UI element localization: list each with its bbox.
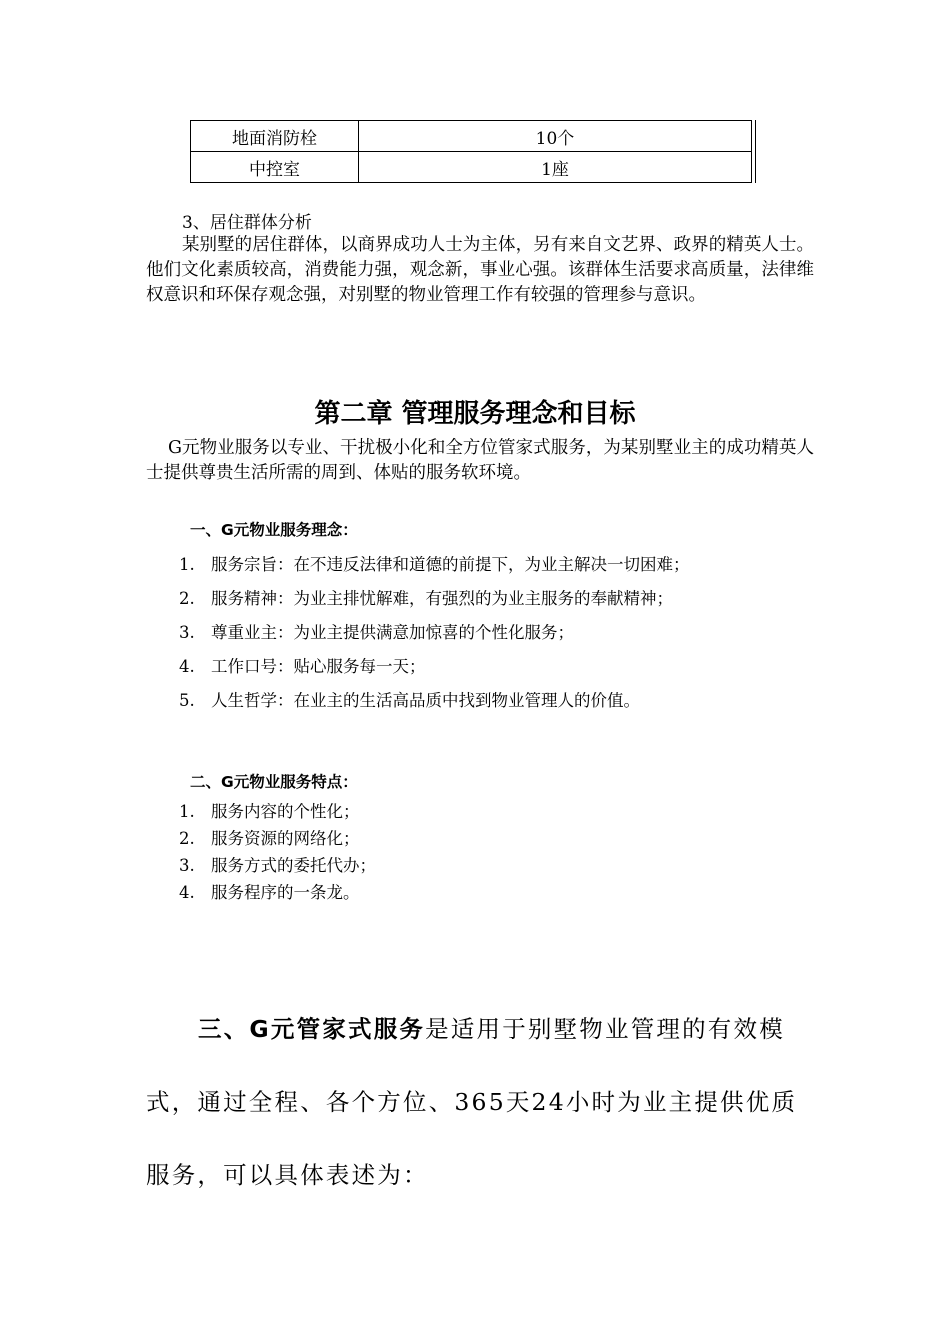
list-text: 服务宗旨：在不违反法律和道德的前提下，为业主解决一切困难； (211, 555, 690, 574)
list-text: 尊重业主：为业主提供满意加惊喜的个性化服务； (211, 623, 574, 642)
list-text: 服务资源的网络化； (211, 829, 360, 848)
list-item (179, 798, 376, 825)
list-item (179, 852, 376, 879)
list-item (179, 650, 690, 684)
table-row (191, 152, 752, 183)
list-text: 人生哲学：在业主的生活高品质中找到物业管理人的价值。 (211, 691, 640, 710)
list-item (179, 582, 690, 616)
list-text: 工作口号：贴心服务每一天； (211, 657, 426, 676)
concepts-list (179, 548, 690, 718)
table-cell-count: 1座 (359, 152, 752, 183)
list-number: 5. (179, 691, 195, 710)
table-cell-name: 地面消防栓 (191, 121, 359, 152)
butler-service-text: 是适用于别墅物业管理的有效模 (425, 1015, 785, 1043)
list-text: 服务程序的一条龙。 (211, 883, 360, 902)
features-heading: 二、G元物业服务特点： (190, 773, 358, 791)
list-number: 3. (179, 623, 195, 642)
butler-service-line-3: 服务，可以具体表述为： (146, 1161, 429, 1189)
list-item (179, 879, 376, 906)
list-item (179, 616, 690, 650)
list-number: 1. (179, 555, 195, 574)
list-number: 1. (179, 802, 195, 821)
list-number: 4. (179, 883, 195, 902)
butler-service-line-2: 式，通过全程、各个方位、365天24小时为业主提供优质 (146, 1088, 798, 1116)
table-cell-name: 中控室 (191, 152, 359, 183)
table-cell-count: 10个 (359, 121, 752, 152)
list-number: 4. (179, 657, 195, 676)
table-double-border (755, 120, 756, 183)
concepts-heading: 一、G元物业服务理念： (190, 521, 358, 539)
butler-service-line-1 (146, 1010, 806, 1044)
list-item (179, 548, 690, 582)
butler-service-lead: 三、G元管家式服务 (198, 1015, 426, 1043)
list-text: 服务内容的个性化； (211, 802, 360, 821)
list-text: 服务精神：为业主排忧解难，有强烈的为业主服务的奉献精神； (211, 589, 673, 608)
section-heading: 3、居住群体分析 (182, 213, 312, 233)
chapter-title: 第二章 管理服务理念和目标 (314, 399, 636, 429)
list-number: 3. (179, 856, 195, 875)
resident-analysis-paragraph: 某别墅的居住群体，以商界成功人士为主体，另有来自文艺界、政界的精英人士。他们文化素质较高，消费能力强，观念新，事业心强。该群体生活要求高质量，法律维权意识和环保存观念强，对别墅的物业管理工作有较强的管理参与意识。 (146, 235, 814, 305)
list-text: 服务方式的委托代办； (211, 856, 376, 875)
list-item (179, 684, 690, 718)
table-row (191, 121, 752, 152)
features-list (179, 798, 376, 906)
list-number: 2. (179, 589, 195, 608)
chapter-intro-paragraph: G元物业服务以专业、干扰极小化和全方位管家式服务，为某别墅业主的成功精英人士提供尊贵生活所需的周到、体贴的服务软环境。 (146, 438, 814, 483)
facility-table (190, 120, 752, 183)
list-item (179, 825, 376, 852)
list-number: 2. (179, 829, 195, 848)
